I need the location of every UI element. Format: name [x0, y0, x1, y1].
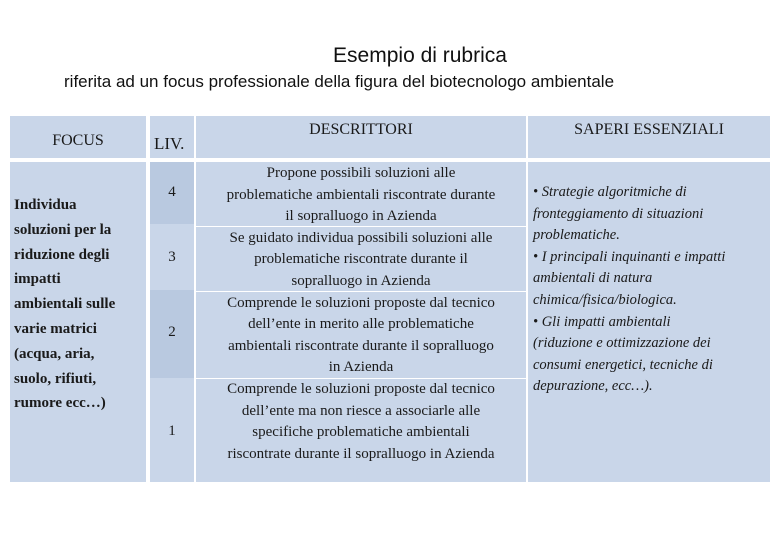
saperi-line: problematiche.	[533, 227, 620, 244]
page-title: Esempio di rubrica	[333, 44, 507, 67]
header-liv: LIV.	[150, 116, 194, 158]
descriptor-line: problematiche riscontrate durante il	[254, 251, 468, 268]
descriptor-line: sopralluogo in Azienda	[291, 272, 431, 289]
descriptor-line: problematiche ambientali riscontrate durante	[226, 186, 496, 203]
level-1: 1	[168, 423, 176, 439]
header-descrittori: DESCRITTORI	[196, 116, 526, 158]
saperi-line: • I principali inquinanti e impatti	[533, 248, 726, 265]
saperi-line: consumi energetici, tecniche di	[533, 356, 713, 373]
descriptor-line: riscontrate durante il sopralluogo in Azienda	[227, 445, 495, 462]
descriptor-line: ambientali riscontrate durante il sopralluogo	[228, 337, 494, 354]
focus-line: ambientali sulle	[14, 296, 116, 313]
row-divider	[196, 226, 526, 227]
descriptor-line: dell’ente in merito alle problematiche	[248, 316, 474, 333]
descriptor-line: specifiche problematiche ambientali	[252, 424, 470, 441]
focus-line: impatti	[14, 271, 61, 288]
focus-line: varie matrici	[14, 320, 97, 337]
focus-line: Individua	[14, 197, 77, 213]
descriptor-line: in Azienda	[328, 359, 394, 376]
level-4: 4	[168, 184, 176, 200]
saperi-cell	[528, 162, 770, 482]
descriptor-line: dell’ente ma non riesce a associarle alle	[241, 402, 481, 419]
descriptor-line: il sopralluogo in Azienda	[285, 208, 437, 225]
level-3: 3	[168, 249, 176, 265]
header-focus: FOCUS	[10, 116, 146, 158]
focus-line: riduzione degli	[14, 246, 110, 263]
level-2: 2	[168, 324, 176, 340]
focus-cell	[10, 162, 146, 482]
descriptor-line: Propone possibili soluzioni alle	[266, 165, 456, 181]
descriptor-line: Se guidato individua possibili soluzioni alle	[229, 229, 493, 246]
row-divider	[196, 291, 526, 292]
saperi-line: (riduzione e ottimizzazione dei	[533, 335, 711, 352]
row-divider	[196, 378, 526, 379]
focus-line: (acqua, aria,	[14, 345, 95, 362]
saperi-line: chimica/fisica/biologica.	[533, 291, 677, 308]
descriptor-line: Comprende le soluzioni proposte dal tecnico	[227, 380, 495, 397]
saperi-line: • Gli impatti ambientali	[533, 313, 671, 330]
focus-line: rumore ecc…)	[14, 395, 106, 412]
saperi-line: ambientali di natura	[533, 270, 653, 287]
saperi-line: depurazione, ecc…).	[533, 378, 653, 395]
saperi-line: fronteggiamento di situazioni	[533, 205, 704, 222]
descrittori-cell	[196, 162, 526, 482]
focus-line: soluzioni per la	[14, 221, 112, 238]
descriptor-line: Comprende le soluzioni proposte dal tecnico	[227, 294, 495, 311]
saperi-line: • Strategie algoritmiche di	[533, 184, 687, 200]
page-subtitle: riferita ad un focus professionale della figura del biotecnologo ambientale	[64, 72, 615, 91]
header-saperi: SAPERI ESSENZIALI	[528, 116, 770, 158]
focus-line: suolo, rifiuti,	[14, 370, 97, 387]
